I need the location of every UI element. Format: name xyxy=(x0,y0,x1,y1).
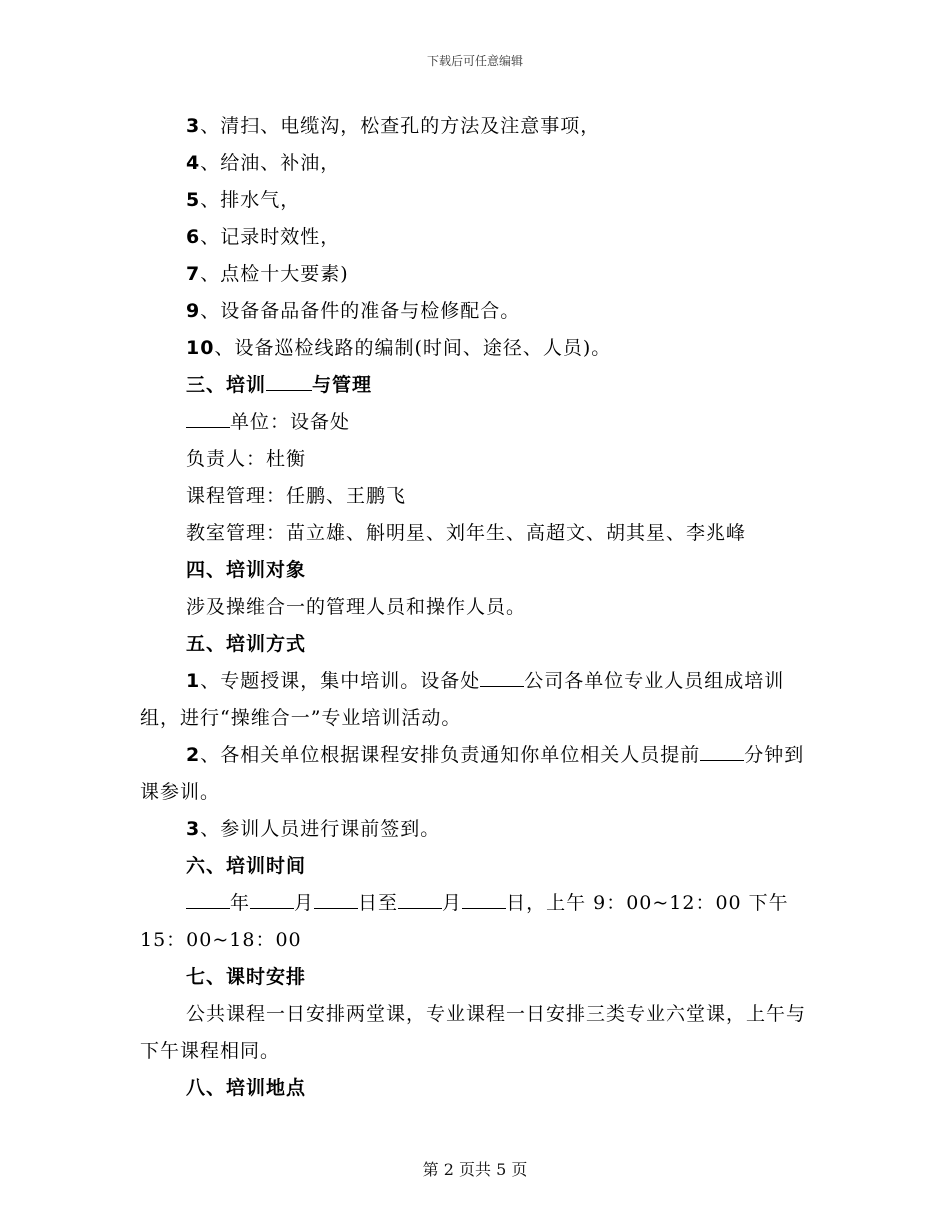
list-item xyxy=(140,256,815,293)
fill-blank xyxy=(186,886,230,909)
list-item-text: 、点检十大要素) xyxy=(200,263,349,285)
list-item xyxy=(140,293,815,330)
page-header: 下载后可任意编辑 xyxy=(426,54,523,68)
method-text: 、专题授课，集中培训。设备处 xyxy=(200,670,481,692)
audience-text: 涉及操维合一的管理人员和操作人员。 xyxy=(186,596,527,618)
method-text: 分钟到课参训。 xyxy=(140,744,805,803)
list-item-text: 、记录时效性， xyxy=(200,226,341,248)
list-item-number: 6 xyxy=(186,226,201,248)
list-item-text: 、设备备品备件的准备与检修配合。 xyxy=(200,300,521,322)
list-item-text: 、设备巡检线路的编制(时间、途径、人员)。 xyxy=(214,337,612,359)
owner-line: 负责人：杜衡 xyxy=(186,448,307,470)
method-text: 、参训人员进行课前签到。 xyxy=(200,818,441,840)
fill-blank xyxy=(480,664,524,687)
organizer-unit: 单位：设备处 xyxy=(230,411,351,433)
page-footer: 第 2 页共 5 页 xyxy=(422,1160,528,1179)
section-heading-time: 六、培训时间 xyxy=(186,855,307,877)
list-item-number: 5 xyxy=(186,189,201,211)
training-time-line-cont: 15：00~18：00 xyxy=(140,929,302,951)
list-item xyxy=(140,219,815,256)
list-item-text: 、排水气， xyxy=(200,189,301,211)
training-time-line xyxy=(140,885,815,922)
fill-blank xyxy=(700,738,744,761)
method-item-1 xyxy=(140,663,815,737)
list-item-number: 7 xyxy=(186,263,201,285)
section-heading-organization xyxy=(140,367,815,404)
time-text: 日，上午 9：00~12：00 下午 xyxy=(506,892,789,914)
section-heading-method: 五、培训方式 xyxy=(186,633,307,655)
heading-text-part: 与管理 xyxy=(312,374,373,396)
section-heading-schedule: 七、课时安排 xyxy=(186,966,307,988)
classroom-management-line: 教室管理：苗立雄、斛明星、刘年生、高超文、胡其星、李兆峰 xyxy=(186,522,747,544)
section-heading-location: 八、培训地点 xyxy=(186,1077,307,1099)
schedule-text: 公共课程一日安排两堂课，专业课程一日安排三类专业六堂课，上午与下午课程相同。 xyxy=(140,1003,807,1062)
section-heading-audience: 四、培训对象 xyxy=(186,559,307,581)
fill-blank xyxy=(186,405,230,428)
list-item-number: 2 xyxy=(186,744,201,766)
fill-blank xyxy=(314,886,358,909)
list-item-number: 10 xyxy=(186,337,215,359)
method-text: 、各相关单位根据课程安排负责通知你单位相关人员提前 xyxy=(200,744,701,766)
fill-blank xyxy=(398,886,442,909)
fill-blank xyxy=(462,886,506,909)
time-text: 年 xyxy=(230,892,251,914)
list-item-number: 3 xyxy=(186,115,201,137)
document-body xyxy=(140,108,815,1107)
list-item-number: 9 xyxy=(186,300,201,322)
list-item xyxy=(140,145,815,182)
fill-blank xyxy=(250,886,294,909)
method-text: 公司各单位专业人员组成培训组，进行“操维合一”专业培训活动。 xyxy=(140,670,785,729)
list-item xyxy=(140,182,815,219)
time-text: 日至 xyxy=(358,892,399,914)
list-item-number: 1 xyxy=(186,670,201,692)
time-text: 月 xyxy=(294,892,315,914)
fill-blank xyxy=(266,368,312,391)
list-item xyxy=(140,108,815,145)
organizer-line xyxy=(140,404,815,441)
method-item-2 xyxy=(140,737,815,811)
heading-text-part: 三、培训 xyxy=(186,374,267,396)
list-item xyxy=(140,330,815,367)
list-item-number: 4 xyxy=(186,152,201,174)
list-item-number: 3 xyxy=(186,818,201,840)
method-item-3 xyxy=(140,811,815,848)
list-item-text: 、清扫、电缆沟，松查孔的方法及注意事项， xyxy=(200,115,601,137)
time-text: 月 xyxy=(442,892,463,914)
course-management-line: 课程管理：任鹏、王鹏飞 xyxy=(186,485,407,507)
list-item-text: 、给油、补油， xyxy=(200,152,341,174)
